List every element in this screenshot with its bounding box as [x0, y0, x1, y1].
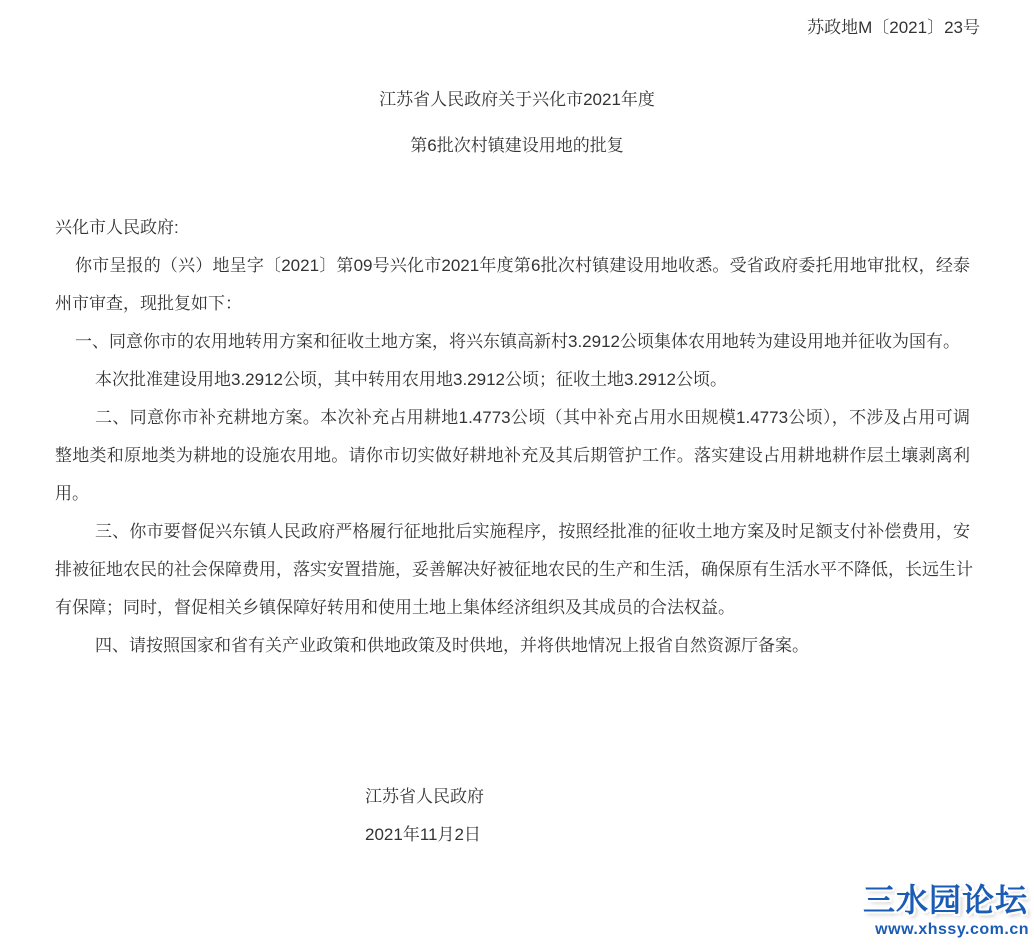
- paragraph-item-2: [55, 399, 970, 513]
- title-line-2: 第6批次村镇建设用地的批复: [410, 136, 624, 155]
- salutation: 兴化市人民政府:: [55, 218, 179, 237]
- paragraph-line: 四、请按照国家和省有关产业政策和供地政策及时供地，并将供地情况上报省自然资源厅备案。: [95, 636, 809, 655]
- paragraph-line: 州市审查，现批复如下：: [55, 294, 242, 313]
- paragraph-line: 一、同意你市的农用地转用方案和征收土地方案，将兴东镇高新村3.2912公顷集体农用地转为建设用地并征收为国有。: [75, 332, 960, 351]
- paragraph-line: 排被征地农民的社会保障费用，落实安置措施，妥善解决好被征地农民的生产和生活，确保原有生活水平不降低，长远生计: [55, 560, 973, 579]
- paragraph-line: 二、同意你市补充耕地方案。本次补充占用耕地1.4773公顷（其中补充占用水田规模1.4773公顷），不涉及占用可调: [95, 408, 970, 427]
- paragraph-item-1: [55, 323, 970, 361]
- signature-issuer: 江苏省人民政府: [365, 787, 484, 806]
- document-title: [0, 77, 1034, 169]
- document-body: [55, 209, 973, 665]
- paragraph-item-3: [55, 513, 973, 627]
- paragraph-intro: [55, 247, 970, 323]
- paragraph-line: 你市呈报的（兴）地呈字〔2021〕第09号兴化市2021年度第6批次村镇建设用地收悉。受省政府委托用地审批权，经泰: [75, 256, 970, 275]
- watermark-logo: 三水园论坛: [862, 882, 1028, 918]
- paragraph-approval-area: [55, 361, 970, 399]
- document-number: 苏政地M〔2021〕23号: [807, 18, 980, 37]
- title-line-1: 江苏省人民政府关于兴化市2021年度: [379, 90, 655, 109]
- signature-date: 2021年11月2日: [365, 825, 481, 844]
- paragraph-line: 本次批准建设用地3.2912公顷，其中转用农用地3.2912公顷；征收土地3.2912公顷。: [95, 370, 727, 389]
- paragraph-line: 三、你市要督促兴东镇人民政府严格履行征地批后实施程序，按照经批准的征收土地方案及时足额支付补偿费用，安: [95, 522, 970, 541]
- paragraph-line: 有保障；同时，督促相关乡镇保障好转用和使用土地上集体经济组织及其成员的合法权益。: [55, 598, 735, 617]
- paragraph-line: 用。: [55, 484, 89, 503]
- paragraph-item-4: [55, 627, 970, 665]
- signature-block: [365, 778, 484, 854]
- watermark-url: www.xhssy.com.cn: [875, 921, 1029, 938]
- paragraph-line: 整地类和原地类为耕地的设施农用地。请你市切实做好耕地补充及其后期管护工作。落实建设占用耕地耕作层土壤剥离利: [55, 446, 970, 465]
